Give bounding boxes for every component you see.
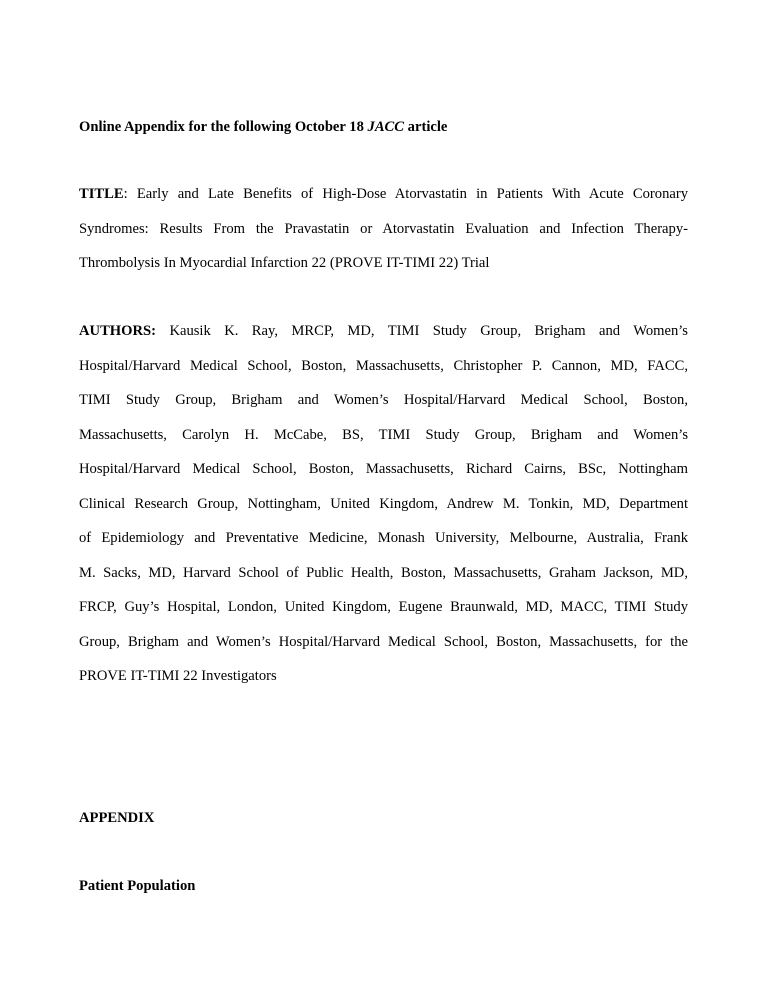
authors-label: AUTHORS: (79, 323, 157, 339)
authors-line: Massachusetts, Carolyn H. McCabe, BS, TIMI Study Group, Brigham and Women’s (79, 426, 688, 443)
authors-line: FRCP, Guy’s Hospital, London, United Kingdom, Eugene Braunwald, MD, MACC, TIMI Study (79, 599, 688, 615)
appendix-header (79, 118, 688, 136)
authors-line: Group, Brigham and Women’s Hospital/Harvard Medical School, Boston, Massachusetts, for the (79, 633, 688, 650)
authors-block (79, 323, 688, 703)
authors-line: TIMI Study Group, Brigham and Women’s Hospital/Harvard Medical School, Boston, (79, 392, 688, 408)
authors-line (79, 323, 688, 358)
header-prefix: Online Appendix for the following October 18 (79, 119, 368, 135)
title-line: Syndromes: Results From the Pravastatin or Atorvastatin Evaluation and Infection Therapy- (79, 220, 688, 237)
authors-line: PROVE IT-TIMI 22 Investigators (79, 668, 277, 684)
title-block (79, 186, 688, 290)
authors-line: M. Sacks, MD, Harvard School of Public Health, Boston, Massachusetts, Graham Jackson, MD, (79, 564, 688, 581)
section-heading-appendix: APPENDIX (79, 810, 155, 826)
header-suffix: article (404, 119, 448, 135)
authors-line: Hospital/Harvard Medical School, Boston, Massachusetts, Richard Cairns, BSc, Nottingham (79, 461, 688, 477)
title-line (79, 186, 688, 221)
title-text-1: : Early and Late Benefits of High-Dose Atorvastatin in Patients With Acute Coronary (123, 186, 688, 202)
authors-text-1: Kausik K. Ray, MRCP, MD, TIMI Study Group, Brigham and Women’s (156, 323, 688, 339)
title-label: TITLE (79, 186, 124, 202)
section-heading-patient-population: Patient Population (79, 878, 196, 894)
authors-line: Hospital/Harvard Medical School, Boston, Massachusetts, Christopher P. Cannon, MD, FACC, (79, 357, 688, 374)
title-line: Thrombolysis In Myocardial Infarction 22 (PROVE IT-TIMI 22) Trial (79, 255, 490, 271)
authors-line: Clinical Research Group, Nottingham, United Kingdom, Andrew M. Tonkin, MD, Department (79, 495, 688, 512)
authors-line: of Epidemiology and Preventative Medicine, Monash University, Melbourne, Australia, Frank (79, 530, 688, 546)
journal-name: JACC (367, 119, 405, 135)
